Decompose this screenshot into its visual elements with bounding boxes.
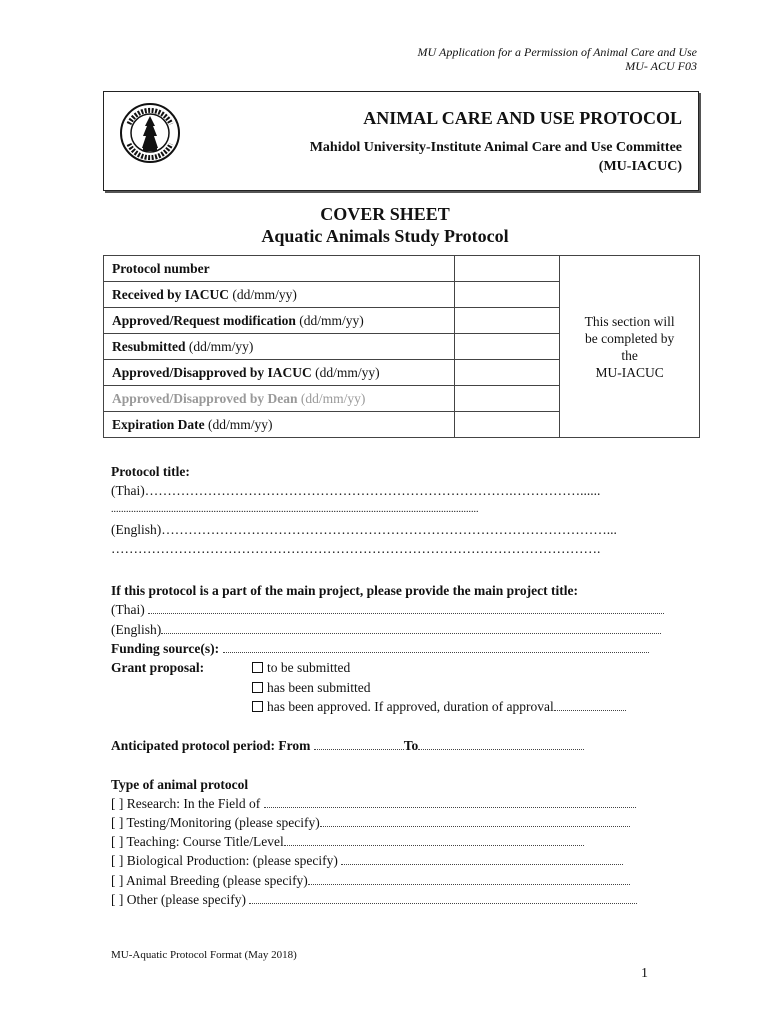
row-label: Received by IACUC xyxy=(112,286,229,302)
checkbox[interactable] xyxy=(252,682,263,693)
row-suffix: (dd/mm/yy) xyxy=(297,390,366,406)
grant-option-label: to be submitted xyxy=(267,660,351,675)
side-note-line: MU-IACUC xyxy=(595,364,664,380)
row-label: Approved/Disapproved by Dean xyxy=(112,390,298,406)
grant-option-label: has been submitted xyxy=(267,680,371,695)
side-note-line: be completed by xyxy=(585,330,675,346)
university-seal-icon xyxy=(119,102,181,164)
approved-request-date-field[interactable] xyxy=(455,308,560,334)
period-from-field[interactable] xyxy=(314,736,404,750)
thai-title-continuation[interactable]: ................................................................................................................................................... xyxy=(111,504,479,515)
committee-name xyxy=(310,138,682,176)
protocol-period-label: Anticipated protocol period: From xyxy=(111,738,311,753)
row-label: Approved/Request modification xyxy=(112,312,296,328)
list-item[interactable] xyxy=(111,794,636,813)
row-suffix: (dd/mm/yy) xyxy=(295,312,364,328)
english-title-continuation[interactable]: ………………………………………………………………………………………………. xyxy=(111,541,601,556)
committee-name-line2: (MU-IACUC) xyxy=(598,159,682,174)
main-project-thai-field[interactable] xyxy=(148,600,664,614)
form-header-line1: MU Application for a Permission of Animal Care and Use xyxy=(417,45,697,59)
approval-duration-field[interactable] xyxy=(554,697,626,711)
row-label: Approved/Disapproved by IACUC xyxy=(112,364,312,380)
main-project-english-row xyxy=(111,620,661,639)
office-use-table xyxy=(103,255,700,438)
main-project-english-label: (English) xyxy=(111,622,162,637)
list-item-label: [ ] Teaching: Course Title/Level xyxy=(111,834,284,849)
main-project-english-field[interactable] xyxy=(161,620,661,634)
other-field[interactable] xyxy=(249,890,637,904)
protocol-form-title: ANIMAL CARE AND USE PROTOCOL xyxy=(363,108,682,128)
list-item-label: [ ] Testing/Monitoring (please specify) xyxy=(111,815,320,830)
form-header-line2: MU- ACU F03 xyxy=(625,59,697,73)
row-suffix: (dd/mm/yy) xyxy=(204,416,273,432)
breeding-field[interactable] xyxy=(308,871,630,885)
grant-option-approved[interactable] xyxy=(252,697,626,716)
checkbox[interactable] xyxy=(252,701,263,712)
page-number: 1 xyxy=(641,966,648,981)
grant-option-to-be-submitted[interactable] xyxy=(252,658,350,677)
row-suffix: (dd/mm/yy) xyxy=(185,338,254,354)
table-row xyxy=(104,256,700,282)
iacuc-decision-date-field[interactable] xyxy=(455,360,560,386)
row-label: Resubmitted xyxy=(112,338,186,354)
side-note-line: the xyxy=(621,347,638,363)
dean-decision-date-field[interactable] xyxy=(455,386,560,412)
main-project-heading: If this protocol is a part of the main project, please provide the main project title: xyxy=(111,583,578,598)
cover-sheet-subheading: Aquatic Animals Study Protocol xyxy=(261,226,509,246)
thai-title-field[interactable]: (Thai)……………………………………………………………………….……………...... xyxy=(111,483,601,498)
main-project-thai-row xyxy=(111,600,664,619)
protocol-title-label: Protocol title: xyxy=(111,464,190,479)
grant-option-label: has been approved. If approved, duration of approval xyxy=(267,699,554,714)
list-item[interactable] xyxy=(111,890,637,909)
research-field[interactable] xyxy=(264,794,636,808)
period-to-field[interactable] xyxy=(418,736,584,750)
list-item[interactable] xyxy=(111,813,630,832)
funding-field[interactable] xyxy=(223,639,649,653)
teaching-field[interactable] xyxy=(284,832,584,846)
grant-proposal-label: Grant proposal: xyxy=(111,660,205,675)
committee-name-line1: Mahidol University-Institute Animal Care and Use Committee xyxy=(309,140,682,155)
protocol-number-field[interactable] xyxy=(455,256,560,282)
list-item[interactable] xyxy=(111,871,630,890)
row-suffix: (dd/mm/yy) xyxy=(229,286,297,302)
grant-option-submitted[interactable] xyxy=(252,678,370,697)
production-field[interactable] xyxy=(341,851,623,865)
row-label: Expiration Date xyxy=(112,416,205,432)
received-date-field[interactable] xyxy=(455,282,560,308)
list-item-label: [ ] Biological Production: (please specify) xyxy=(111,853,338,868)
form-version-footer: MU-Aquatic Protocol Format (May 2018) xyxy=(111,949,297,961)
testing-field[interactable] xyxy=(320,813,630,827)
side-note-line: This section will xyxy=(584,313,675,329)
english-title-field[interactable]: (English)………………………………………………………………………………………... xyxy=(111,522,617,537)
funding-row xyxy=(111,639,649,658)
list-item-label: [ ] Animal Breeding (please specify) xyxy=(111,873,308,888)
list-item[interactable] xyxy=(111,851,623,870)
period-to-label: To xyxy=(403,738,419,753)
list-item-label: [ ] Other (please specify) xyxy=(111,892,246,907)
title-box xyxy=(103,91,699,191)
expiration-date-field[interactable] xyxy=(455,412,560,438)
list-item[interactable] xyxy=(111,832,584,851)
iacuc-side-note xyxy=(560,256,700,438)
cover-sheet-heading: COVER SHEET xyxy=(320,204,450,224)
checkbox[interactable] xyxy=(252,662,263,673)
row-suffix: (dd/mm/yy) xyxy=(311,364,380,380)
main-project-thai-label: (Thai) xyxy=(111,602,145,617)
funding-label: Funding source(s): xyxy=(111,641,220,656)
list-item-label: [ ] Research: In the Field of xyxy=(111,796,261,811)
protocol-period-row xyxy=(111,736,584,755)
resubmitted-date-field[interactable] xyxy=(455,334,560,360)
animal-protocol-type-heading: Type of animal protocol xyxy=(111,777,249,792)
row-label: Protocol number xyxy=(112,260,210,276)
